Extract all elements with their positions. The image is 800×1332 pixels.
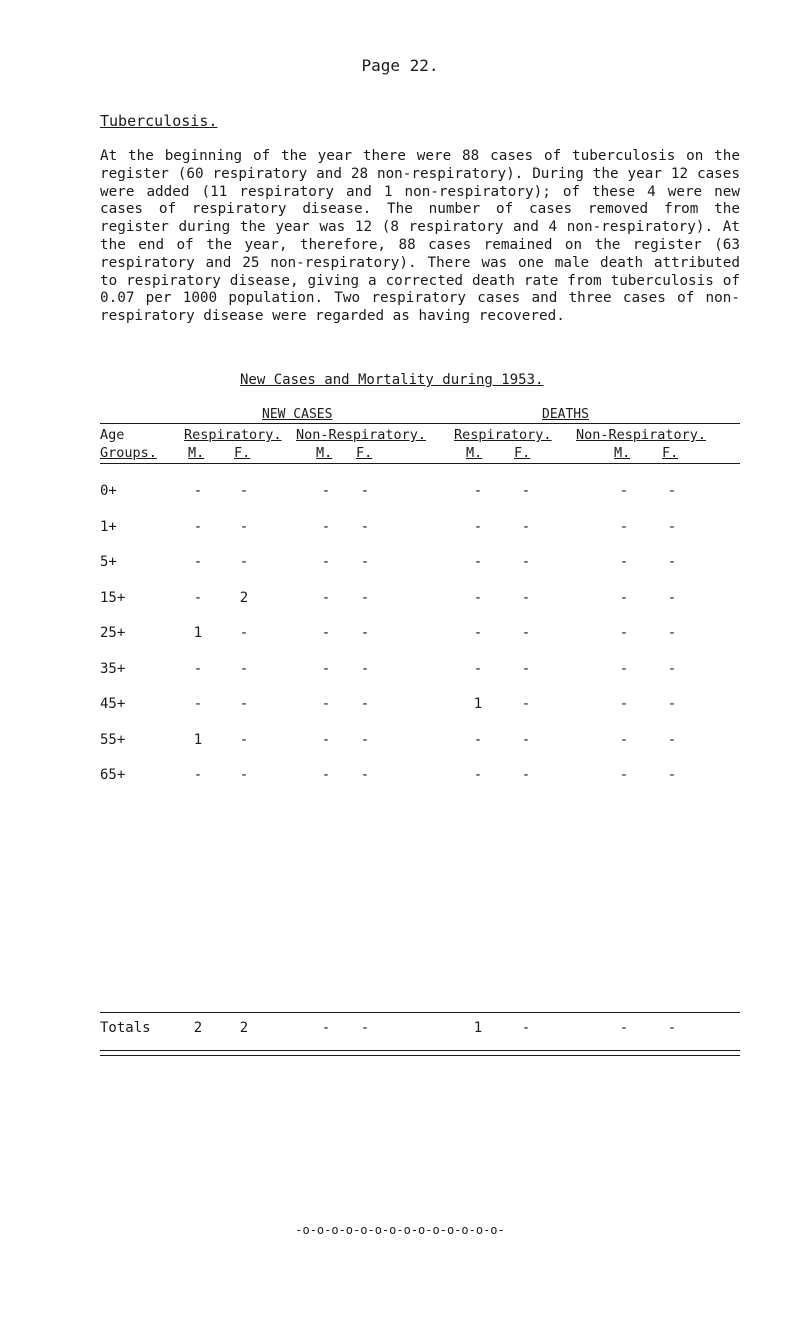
footer-ornament: -o-o-o-o-o-o-o-o-o-o-o-o-o-o- xyxy=(295,1223,505,1237)
table-cell: 2 xyxy=(239,589,249,606)
age-group-cell: 35+ xyxy=(100,660,126,677)
table-cell: - xyxy=(321,696,331,712)
totals-cell: - xyxy=(667,1020,677,1036)
table-cell: - xyxy=(360,660,370,677)
totals-cell: 2 xyxy=(239,1020,249,1036)
m-label: M. xyxy=(466,445,483,461)
totals-cell: 1 xyxy=(473,1020,483,1036)
m-label: M. xyxy=(188,445,205,461)
table-cell: - xyxy=(239,625,249,641)
table-cell: - xyxy=(473,518,483,535)
f-label: F. xyxy=(662,445,679,461)
table-cell: - xyxy=(619,625,629,641)
totals-label: Totals xyxy=(100,1020,151,1036)
table-cell: - xyxy=(239,767,249,783)
table-cell: - xyxy=(473,554,483,570)
new-cases-header: NEW CASES xyxy=(262,407,333,422)
table-cell: - xyxy=(321,660,331,677)
non-respiratory-header: Non-Respiratory. xyxy=(296,427,427,443)
age-group-cell: 45+ xyxy=(100,696,126,712)
bottom-rule-1 xyxy=(100,1050,740,1051)
m-label: M. xyxy=(614,445,631,461)
page-number: Page 22. xyxy=(361,56,439,75)
table-cell: - xyxy=(321,518,331,535)
table-cell: - xyxy=(619,589,629,606)
table-cell: - xyxy=(521,767,531,783)
table-cell: - xyxy=(239,660,249,677)
table-cell: - xyxy=(619,518,629,535)
table-cell: - xyxy=(521,731,531,748)
table-cell: - xyxy=(193,518,203,535)
table-cell: - xyxy=(521,660,531,677)
table-cell: - xyxy=(619,731,629,748)
table-title: New Cases and Mortality during 1953. xyxy=(240,372,544,388)
table-cell: - xyxy=(360,731,370,748)
header-bottom-rule xyxy=(100,463,740,464)
table-cell: - xyxy=(521,518,531,535)
table-cell: - xyxy=(521,483,531,499)
m-label: M. xyxy=(316,445,333,461)
table-cell: - xyxy=(619,554,629,570)
table-cell: - xyxy=(321,767,331,783)
table-cell: - xyxy=(360,554,370,570)
table-cell: - xyxy=(239,518,249,535)
table-cell: - xyxy=(667,660,677,677)
table-cell: - xyxy=(473,731,483,748)
totals-cell: 2 xyxy=(193,1020,203,1036)
non-respiratory-deaths-header: Non-Respiratory. xyxy=(576,427,707,443)
age-group-cell: 55+ xyxy=(100,731,126,748)
respiratory-deaths-header: Respiratory. xyxy=(454,427,552,443)
table-cell: - xyxy=(473,767,483,783)
table-cell: - xyxy=(521,696,531,712)
table-cell: - xyxy=(667,483,677,499)
age-group-cell: 0+ xyxy=(100,483,117,499)
table-cell: - xyxy=(193,660,203,677)
table-cell: - xyxy=(667,589,677,606)
table-cell: - xyxy=(667,696,677,712)
age-header: Age xyxy=(100,427,125,443)
age-group-cell: 1+ xyxy=(100,518,117,535)
bottom-rule-2 xyxy=(100,1055,740,1056)
totals-cell: - xyxy=(321,1020,331,1036)
f-label: F. xyxy=(356,445,373,461)
totals-cell: - xyxy=(521,1020,531,1036)
table-cell: - xyxy=(193,554,203,570)
respiratory-header: Respiratory. xyxy=(184,427,282,443)
table-cell: 1 xyxy=(473,696,483,712)
age-group-cell: 25+ xyxy=(100,625,126,641)
table-cell: 1 xyxy=(193,731,203,748)
table-cell: - xyxy=(321,731,331,748)
table-cell: - xyxy=(521,625,531,641)
groups-header: Groups. xyxy=(100,445,157,461)
totals-cell: - xyxy=(619,1020,629,1036)
table-cell: - xyxy=(321,589,331,606)
header-top-rule xyxy=(100,423,740,424)
f-label: F. xyxy=(234,445,251,461)
table-cell: - xyxy=(360,625,370,641)
table-cell: - xyxy=(321,554,331,570)
table-cell: - xyxy=(321,625,331,641)
table-cell: - xyxy=(619,660,629,677)
table-cell: - xyxy=(239,483,249,499)
table-cell: - xyxy=(360,767,370,783)
totals-rule xyxy=(100,1012,740,1013)
table-cell: - xyxy=(239,554,249,570)
age-group-cell: 5+ xyxy=(100,554,117,570)
table-cell: - xyxy=(619,483,629,499)
table-cell: - xyxy=(667,625,677,641)
table-cell: - xyxy=(239,731,249,748)
f-label: F. xyxy=(514,445,531,461)
body-paragraph: At the beginning of the year there were 88 cases of tuberculosis on the register (60 respiratory and 28 non-respiratory). During the year 12 cases were added (11 respiratory and 1 non-respiratory); of these 4 were new cases of respiratory disease. The number of cases removed from the register during the year was 12 (8 respiratory and 4 non-respiratory). At the end of the year, therefore, 88 cases remained on the register (63 respiratory and 25 non-respiratory). There was one male death attributed to respiratory disease, giving a corrected death rate from tuberculosis of 0.07 per 1000 population. Two respiratory cases and three cases of non-respiratory disease were regarded as having recovered. xyxy=(100,148,740,325)
section-heading: Tuberculosis. xyxy=(100,112,218,130)
table-cell: - xyxy=(239,696,249,712)
table-cell: - xyxy=(521,554,531,570)
table-cell: - xyxy=(473,483,483,499)
age-group-cell: 15+ xyxy=(100,589,126,606)
table-cell: - xyxy=(360,518,370,535)
table-cell: - xyxy=(473,660,483,677)
deaths-header: DEATHS xyxy=(542,407,589,422)
age-group-cell: 65+ xyxy=(100,767,126,783)
table-cell: - xyxy=(667,518,677,535)
table-cell: - xyxy=(360,696,370,712)
table-cell: - xyxy=(193,696,203,712)
table-cell: - xyxy=(667,554,677,570)
table-cell: - xyxy=(473,625,483,641)
table-cell: 1 xyxy=(193,625,203,641)
table-cell: - xyxy=(473,589,483,606)
table-cell: - xyxy=(360,483,370,499)
table-cell: - xyxy=(619,767,629,783)
table-cell: - xyxy=(619,696,629,712)
table-cell: - xyxy=(667,731,677,748)
table-cell: - xyxy=(193,767,203,783)
table-cell: - xyxy=(193,483,203,499)
table-cell: - xyxy=(667,767,677,783)
table-cell: - xyxy=(360,589,370,606)
table-cell: - xyxy=(193,589,203,606)
totals-cell: - xyxy=(360,1020,370,1036)
table-cell: - xyxy=(521,589,531,606)
table-cell: - xyxy=(321,483,331,499)
